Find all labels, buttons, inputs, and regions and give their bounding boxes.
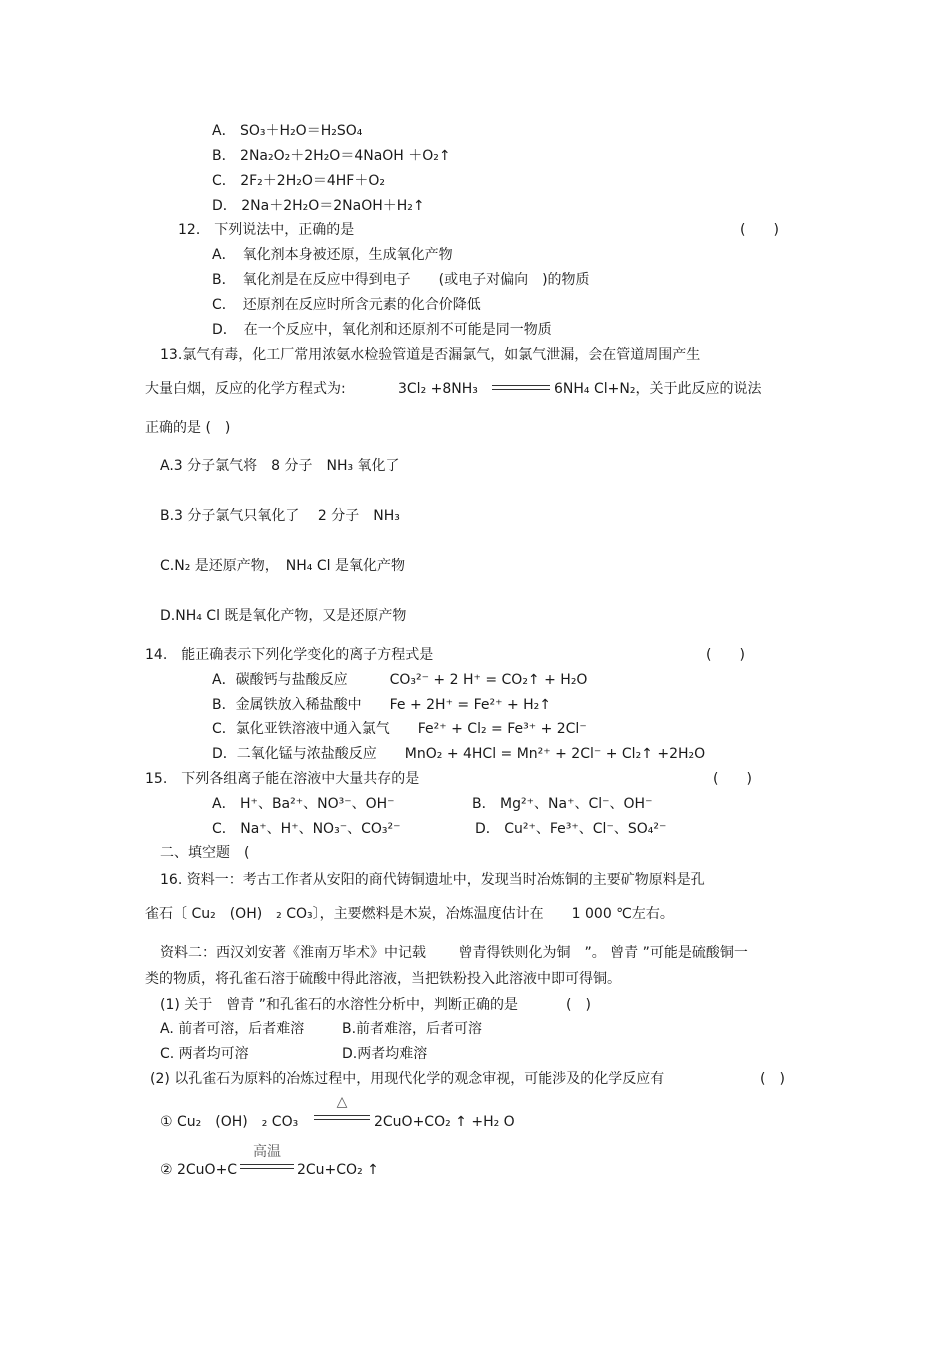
q16-part1-stem: (1) 关于 曾青 ”和孔雀石的水溶性分析中，判断正确的是 — [160, 997, 518, 1013]
q16-material2-line1: 资料二：西汉刘安著《淮南万毕术》中记载 曾青得铁则化为铜 ”。 曾青 ”可能是硫酸铜一 — [160, 945, 748, 961]
q16-part1-option-d: D.两者均难溶 — [342, 1046, 428, 1062]
q11-option-a: A． SO₃＋H₂O＝H₂SO₄ — [212, 123, 363, 139]
equation-double-line — [492, 385, 550, 391]
q13-equation-left: 3Cl₂ +8NH₃ — [398, 381, 478, 397]
q16-material2-line2: 类的物质，将孔雀石溶于硫酸中得此溶液，当把铁粉投入此溶液中即可得铜。 — [145, 971, 621, 987]
section-heading-fill-in: 二、填空题 ( — [160, 845, 250, 861]
q16-material1-line2: 雀石〔 Cu₂ (OH) ₂ CO₃〕，主要燃料是木炭，冶炼温度估计在 1 000 ℃左右。 — [145, 906, 674, 922]
q13-option-a: A.3 分子氯气将 8 分子 NH₃ 氧化了 — [160, 458, 400, 474]
high-temperature-label: 高温 — [253, 1144, 281, 1160]
q16-material1-line1: 16. 资料一：考古工作者从安阳的商代铸铜遗址中，发现当时冶炼铜的主要矿物原料是孔 — [160, 872, 705, 888]
q15-option-a: A． H⁺、Ba²⁺、NO³⁻、OH⁻ — [212, 796, 395, 812]
q15-option-c: C． Na⁺、H⁺、NO₃⁻、CO₃²⁻ — [212, 821, 401, 837]
q13-equation-right: 6NH₄ Cl+N₂，关于此反应的说法 — [554, 381, 762, 397]
q14-answer-bracket: ( ) — [706, 647, 745, 663]
q13-option-c: C.N₂ 是还原产物， NH₄ Cl 是氧化产物 — [160, 558, 405, 574]
q13-stem-line3: 正确的是 ( ) — [145, 420, 231, 436]
q12-option-a: A． 氧化剂本身被还原，生成氧化产物 — [212, 247, 453, 263]
reaction2-right: 2Cu+CO₂ ↑ — [297, 1162, 379, 1178]
q12-option-c: C． 还原剂在反应时所含元素的化合价降低 — [212, 297, 481, 313]
q15-answer-bracket: ( ) — [713, 771, 752, 787]
q16-part1-bracket: ( ) — [566, 997, 591, 1013]
q14-option-d: D．二氧化锰与浓盐酸反应 MnO₂ + 4HCl = Mn²⁺ + 2Cl⁻ + Cl₂↑ +2H₂O — [212, 746, 706, 762]
q13-stem-line2: 大量白烟，反应的化学方程式为: — [145, 381, 346, 397]
q15-stem: 15. 下列各组离子能在溶液中大量共存的是 — [145, 771, 420, 787]
q16-part2-stem: (2) 以孔雀石为原料的冶炼过程中，用现代化学的观念审视，可能涉及的化学反应有 — [150, 1071, 665, 1087]
q11-option-d: D． 2Na＋2H₂O＝2NaOH＋H₂↑ — [212, 198, 425, 214]
q14-option-c: C．氯化亚铁溶液中通入氯气 Fe²⁺ + Cl₂ = Fe³⁺ + 2Cl⁻ — [212, 721, 587, 737]
q13-option-b: B.3 分子氯气只氧化了 2 分子 NH₃ — [160, 508, 400, 524]
equation-double-line — [314, 1115, 370, 1121]
q16-part1-option-a: A. 前者可溶，后者难溶 — [160, 1021, 305, 1037]
reaction1-right: 2CuO+CO₂ ↑ +H₂ O — [374, 1114, 515, 1130]
q14-option-b: B．金属铁放入稀盐酸中 Fe + 2H⁺ = Fe²⁺ + H₂↑ — [212, 697, 551, 713]
q16-part2-bracket: ( ) — [760, 1071, 785, 1087]
heat-symbol: △ — [336, 1094, 348, 1110]
equation-double-line — [240, 1164, 294, 1170]
q16-part1-option-b: B.前者难溶，后者可溶 — [342, 1021, 483, 1037]
q15-option-d: D． Cu²⁺、Fe³⁺、Cl⁻、SO₄²⁻ — [475, 821, 667, 837]
q16-part1-option-c: C. 两者均可溶 — [160, 1046, 249, 1062]
q14-stem: 14. 能正确表示下列化学变化的离子方程式是 — [145, 647, 434, 663]
q12-option-b: B． 氧化剂是在反应中得到电子 (或电子对偏向 )的物质 — [212, 272, 590, 288]
q11-option-c: C． 2F₂＋2H₂O＝4HF＋O₂ — [212, 173, 385, 189]
q13-option-d: D.NH₄ Cl 既是氧化产物，又是还原产物 — [160, 608, 407, 624]
q13-stem-line1: 13.氯气有毒，化工厂常用浓氨水检验管道是否漏氯气，如氯气泄漏，会在管道周围产生 — [160, 347, 701, 363]
reaction1-left: ① Cu₂ (OH) ₂ CO₃ — [160, 1114, 299, 1130]
q12-option-d: D． 在一个反应中，氧化剂和还原剂不可能是同一物质 — [212, 322, 552, 338]
q12-stem: 12． 下列说法中，正确的是 — [178, 222, 355, 238]
q14-option-a: A．碳酸钙与盐酸反应 CO₃²⁻ + 2 H⁺ = CO₂↑ + H₂O — [212, 672, 588, 688]
q15-option-b: B． Mg²⁺、Na⁺、Cl⁻、OH⁻ — [472, 796, 653, 812]
reaction2-left: ② 2CuO+C — [160, 1162, 238, 1178]
q11-option-b: B． 2Na₂O₂＋2H₂O＝4NaOH ＋O₂↑ — [212, 148, 451, 164]
q12-answer-bracket: ( ) — [740, 222, 779, 238]
